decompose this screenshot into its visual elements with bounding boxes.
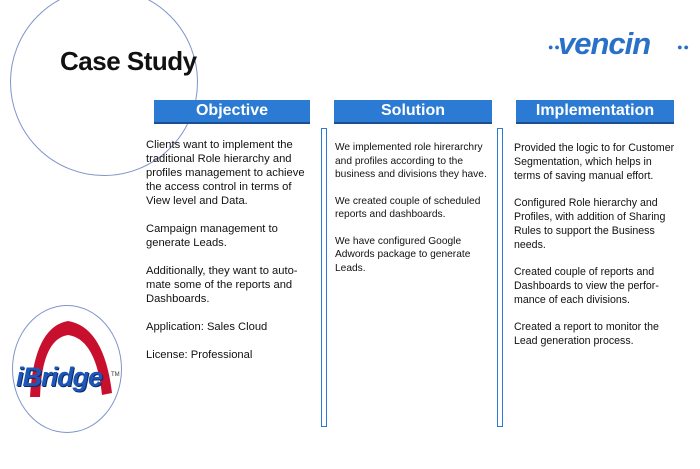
trademark-mark: TM <box>111 372 120 378</box>
logo-dots-right-icon: ●● <box>677 42 690 52</box>
column-divider <box>321 128 327 427</box>
page-title: Case Study <box>60 46 197 76</box>
implementation-column <box>514 141 680 361</box>
ibridge-logo-text: iBridge <box>16 362 103 392</box>
implementation-paragraph: Provided the logic to for Customer Segmentation, which helps in terms of saving manual effort. <box>514 142 675 182</box>
objective-paragraph: Additionally, they want to auto-mate some of the reports and Dashboards. <box>146 265 298 305</box>
objective-heading: Objective <box>154 100 310 124</box>
solution-paragraph: We created couple of scheduled reports and dashboards. <box>335 195 481 220</box>
implementation-paragraph: Created a report to monitor the Lead generation process. <box>514 321 659 347</box>
solution-heading: Solution <box>334 100 492 124</box>
implementation-paragraph: Created couple of reports and Dashboards to view the perfor-mance of each divisions. <box>514 266 659 306</box>
implementation-heading: Implementation <box>516 100 674 124</box>
objective-paragraph: Application: Sales Cloud <box>146 321 268 333</box>
logo-dots-left-icon: ●● <box>548 42 561 52</box>
solution-column <box>335 141 495 288</box>
objective-column <box>146 138 314 376</box>
solution-paragraph: We have configured Google Adwords package to generate Leads. <box>335 235 471 274</box>
ibridge-logo <box>12 305 124 435</box>
objective-paragraph: Campaign management to generate Leads. <box>146 223 278 249</box>
vencin-logo-text: vencin <box>558 26 651 61</box>
objective-paragraph: Clients want to implement the traditional Role hierarchy and profiles management to achieve the access control in terms of View level and Data. <box>146 139 305 207</box>
objective-paragraph: License: Professional <box>146 349 253 361</box>
vencin-logo <box>548 28 690 62</box>
solution-paragraph: We implemented role hirerarchry and profiles according to the business and divisions they have. <box>335 142 487 180</box>
implementation-paragraph: Configured Role hierarchy and Profiles, with addition of Sharing Rules to support the Business needs. <box>514 197 666 251</box>
column-divider <box>497 128 503 427</box>
